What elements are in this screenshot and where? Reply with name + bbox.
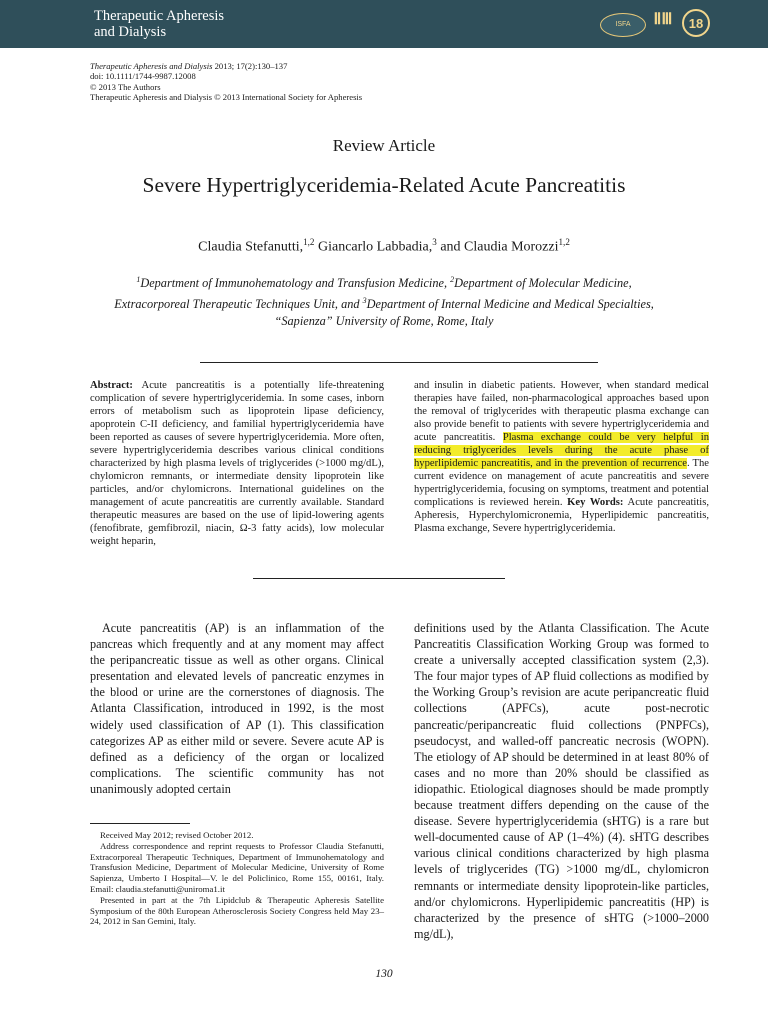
- keywords-label: Key Words:: [567, 497, 624, 508]
- highlighted-text: Plasma exchange could be very helpful in reducing triglycerides levels during the acute phase of hyperlipidemic pancreatitis, and in the prevention of recurrence: [414, 432, 709, 469]
- author-list: Claudia Stefanutti,$^{1,2}$ Giancarlo Labbadia,$^3$ and Claudia Morozzi$^{1,2}$: [198, 237, 570, 255]
- citation-issue: Therapeutic Apheresis and Dialysis 2013; 17(2):130–137: [90, 61, 288, 71]
- affiliations: $^1$Department of Immunohematology and Transfusion Medicine, $^2$Department of Molecular Medicine, Extracorporeal Therapeutic Techniques Unit, and $^3$Department of Internal Medicine and Medical Specialties, “Sapienza” University of Rome, Rome, Italy: [114, 275, 654, 329]
- article-type: Review Article: [332, 136, 436, 155]
- footnote-received: Received May 2012; revised October 2012.: [100, 830, 254, 840]
- abstract-right-column: and insulin in diabetic patients. However, when standard medical therapies have failed, non-pharmacological approaches based upon the removal of triglycerides with therapeutic plasma exchange can also provide benefit to patients with severe hypertriglyceridemia and acute pancreatitis. Plasma exchange could be very helpful in reducing triglycerides levels during the acute phase of hyperlipidemic pancreatitis, and in the prevention of recurrence. The current evidence on management of acute pancreatitis and severe hypertriglyceridemia, focusing on symptoms, treatment and potential complications is reviewed herein. Key Words: Acute pancreatitis, Apheresis, Hyperchylomicronemia, Hyperlipidemic pancreatitis, Plasma exchange, Severe hypertriglyceridemia.: [414, 380, 710, 534]
- journal-name: Therapeutic Apheresis and Dialysis: [94, 8, 225, 40]
- citation-doi[interactable]: doi: 10.1111/1744-9987.12008: [90, 71, 196, 82]
- footnote-correspondence: Address correspondence and reprint requests to Professor Claudia Stefanutti, Extracorporeal Therapeutic Techniques, Department of Immunohematology and Transfusion Medicine, Department of Molecular Medicine, University of Rome Sapienza, Umberto I Hospital—V. le del Policlinico, Rome 155, 00161, Italy. Email: claudia.stefanutti@uniroma1.it: [90, 840, 384, 894]
- abstract-label: Abstract:: [90, 380, 133, 391]
- footnote-rule: [90, 823, 190, 824]
- body-right-column: definitions used by the Atlanta Classification. The Acute Pancreatitis Classification Working Group was formed to create a universally accepted classification system (2,3). The four major types of AP fluid collections as modified by the Working Group’s revision are acute peripancreatic fluid collections (APFCs), acute post-necrotic pancreatic/peripancreatic fluid collections (PNPFCs), pseudocyst, and walled-off pancreatic necrosis (WOPN). The etiology of AP should be determined in at least 80% of cases and no more than 20% should be classified as idiopathic. Etiological diagnoses should be made promptly because treatment differs depending on the cause of the disease. Severe hypertriglyceridemia (sHTG) is a rare but well-documented cause of AP (1–4%) (4). sHTG describes various clinical conditions characterized by high plasma levels of triglycerides (TG) >1000 mg/dL, chylomicron remnants or intermediate density lipoprotein-like particles, and/or chylomicrons. Hyperlipidemic pancreatitis (HP) is characterized by the presence of sHTG (>1000–2000 mg/dL),: [414, 621, 709, 941]
- body-left-column: Acute pancreatitis (AP) is an inflammation of the pancreas which frequently and at any moment may affect the peripancreatic tissue as well as other organs. Clinical presentation and elevated levels of pancreatic enzymes in the blood or urine are the cornerstones of diagnosis. The Atlanta Classification, introduced in 1992, is the most widely used classification of AP (1). This classification categorizes AP as either mild or severe. Severe acute AP is defined as a deficiency of the organ or localized complications. The scientific community has not unanimously adopted certain: [90, 621, 384, 796]
- footnote-presented: Presented in part at the 7th Lipidclub & Therapeutic Apheresis Satellite Symposium of the 80th European Atherosclerosis Society Congress held May 23–24, 2012 in San Gemini, Italy.: [90, 894, 384, 927]
- page-number: 130: [375, 968, 393, 980]
- citation-block: [90, 61, 690, 103]
- footnotes: [90, 830, 384, 927]
- abstract-left-column: Abstract: Acute pancreatitis is a potentially life-threatening complication of severe hypertriglyceridemia. In some cases, inborn errors of metabolism such as lipoprotein lipase deficiency, apoprotein C-II deficiency, and familial hypertriglyceridemia have been reported as causes of severe hypertriglyceridemia. More often, severe hypertriglyceridemia describes various clinical conditions characterized by high plasma levels of triglycerides (>1000 mg/dL), chylomicron remnants, or intermediate density lipoprotein like particles, and/or chylomicrons. International guidelines on the management of acute pancreatitis are currently available. Standard therapeutic measures are based on the use of lipid-lowering agents (fenofibrate, gemfibrozil, niacin, Ω-3 fatty acids), low molecular weight heparin,: [90, 380, 384, 547]
- article-title: Severe Hypertriglyceridemia-Related Acute Pancreatitis: [142, 173, 626, 197]
- abstract-bottom-rule: [253, 578, 505, 579]
- isfa-logo-icon: ISFA: [600, 13, 646, 37]
- citation-society: Therapeutic Apheresis and Dialysis © 2013 International Society for Apheresis: [90, 92, 363, 103]
- lipidclub-logo-icon: ⅡⅢ: [653, 11, 673, 28]
- journal-banner: [0, 0, 768, 48]
- congress-18-logo-icon: [681, 8, 711, 38]
- citation-copyright: © 2013 The Authors: [90, 81, 161, 92]
- abstract-top-rule: [200, 362, 598, 363]
- svg-text:18: 18: [688, 16, 704, 31]
